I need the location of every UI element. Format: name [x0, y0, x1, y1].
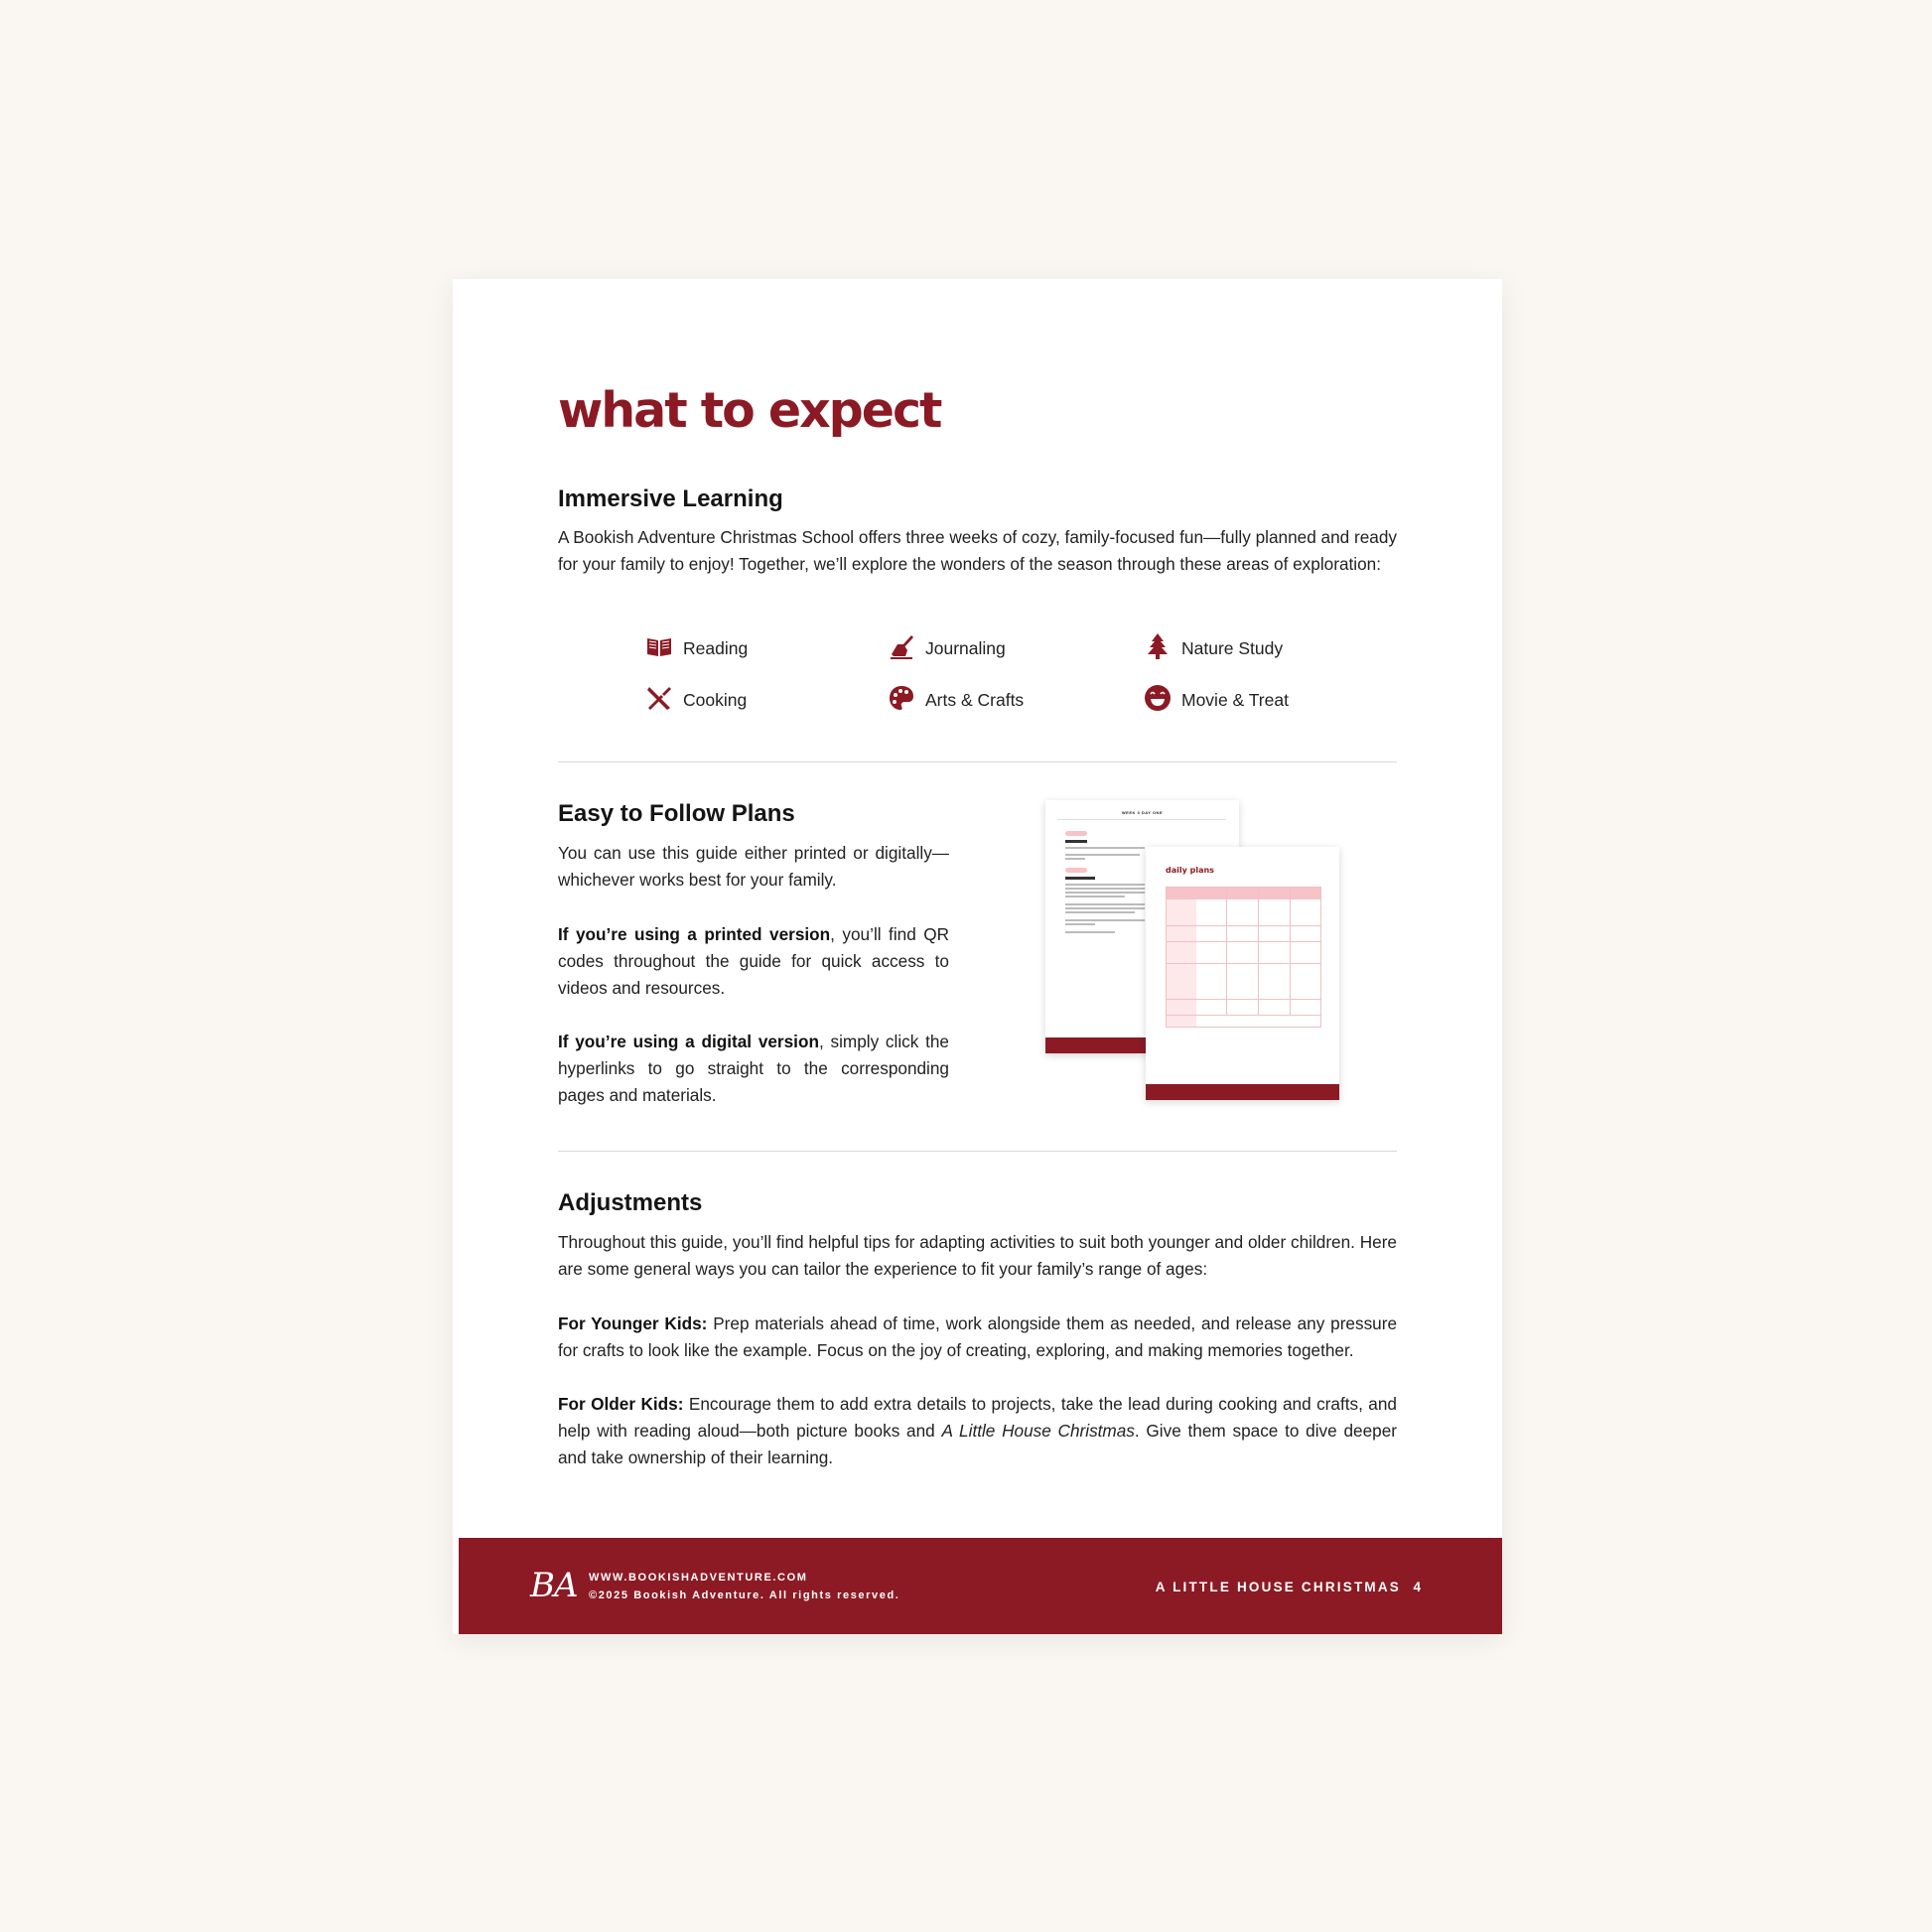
page-number: 4	[1413, 1580, 1421, 1594]
younger-kids-text: Prep materials ahead of time, work alongside them as needed, and release any pressure for crafts to look like the example. Focus on the joy of creating, exploring, and making memories together.	[558, 1313, 1398, 1361]
area-nature-study	[1144, 632, 1283, 665]
older-kids-text-a: Encourage them to add extra details to projects, take the lead during cooking and crafts, and help with reading aloud—both picture books and	[558, 1394, 1397, 1442]
palette-icon	[888, 684, 915, 717]
plans-paragraph-1: You can use this guide either printed or digitally—whichever works best for your family.	[558, 843, 949, 891]
area-label: Journaling	[925, 638, 1006, 658]
book-icon	[645, 632, 673, 665]
digital-version-text: , simply click the hyperlinks to go straight to the corresponding pages and materials.	[558, 1032, 949, 1106]
area-cooking	[645, 684, 747, 717]
footer-book-title: A LITTLE HOUSE CHRISTMAS	[1155, 1580, 1401, 1594]
older-kids-bold: For Older Kids:	[558, 1394, 684, 1414]
exploration-areas	[645, 632, 1340, 732]
area-label: Cooking	[683, 690, 748, 710]
area-label: Arts & Crafts	[925, 690, 1025, 710]
area-reading	[645, 632, 748, 665]
page-title: what to expect	[558, 382, 941, 439]
preview-table	[1166, 887, 1321, 1028]
footer-copyright: ©2025 Bookish Adventure. All rights reserved.	[589, 1589, 900, 1601]
printed-version-text: , you’ll find QR codes throughout the guide for quick access to videos and resources.	[558, 924, 949, 999]
area-journaling	[888, 632, 1006, 665]
area-label: Reading	[683, 638, 749, 658]
section-heading-plans: Easy to Follow Plans	[558, 800, 795, 827]
area-label: Movie & Treat	[1181, 690, 1289, 710]
immersive-paragraph: A Bookish Adventure Christmas School offers three weeks of cozy, family-focused fun—fully planned and ready for your family to enjoy! Together, we’ll explore the wonders of the season through these areas of exploration:	[558, 527, 1397, 575]
book-title-italic: A Little House Christmas	[941, 1421, 1135, 1442]
area-movie-treat	[1144, 684, 1289, 717]
older-kids-text-b: . Give them space to dive deeper and take ownership of their learning.	[558, 1421, 1397, 1468]
preview-back-header: WEEK 3 DAY ONE	[1121, 810, 1164, 815]
preview-front-title: daily plans	[1166, 866, 1214, 875]
section-divider	[558, 1151, 1397, 1152]
area-label: Nature Study	[1181, 638, 1284, 658]
page-footer	[459, 1538, 1502, 1634]
preview-page-front	[1146, 847, 1339, 1100]
area-arts-crafts	[888, 684, 1024, 717]
plans-paragraph-digital	[558, 1029, 949, 1110]
section-heading-adjustments: Adjustments	[558, 1189, 703, 1216]
footer-website: WWW.BOOKISHADVENTURE.COM	[589, 1572, 808, 1584]
laughing-face-icon	[1144, 684, 1172, 717]
adjustments-younger-kids	[558, 1311, 1397, 1364]
adjustments-older-kids	[558, 1391, 1397, 1472]
utensils-icon	[645, 684, 673, 717]
section-divider	[558, 761, 1397, 762]
writing-hand-icon	[888, 632, 915, 665]
section-heading-immersive: Immersive Learning	[558, 485, 783, 512]
plans-paragraph-printed	[558, 921, 949, 1003]
printed-version-bold: If you’re using a printed version	[558, 924, 831, 944]
younger-kids-bold: For Younger Kids:	[558, 1313, 708, 1333]
adjustments-paragraph-1: Throughout this guide, you’ll find helpful tips for adapting activities to suit both younger and older children. Here are some general ways you can tailor the experience to fit your family’s range of ages:	[558, 1232, 1397, 1280]
pine-tree-icon	[1144, 632, 1172, 665]
brand-logo: BA	[530, 1566, 578, 1605]
document-page	[453, 279, 1502, 1634]
digital-version-bold: If you’re using a digital version	[558, 1032, 819, 1051]
